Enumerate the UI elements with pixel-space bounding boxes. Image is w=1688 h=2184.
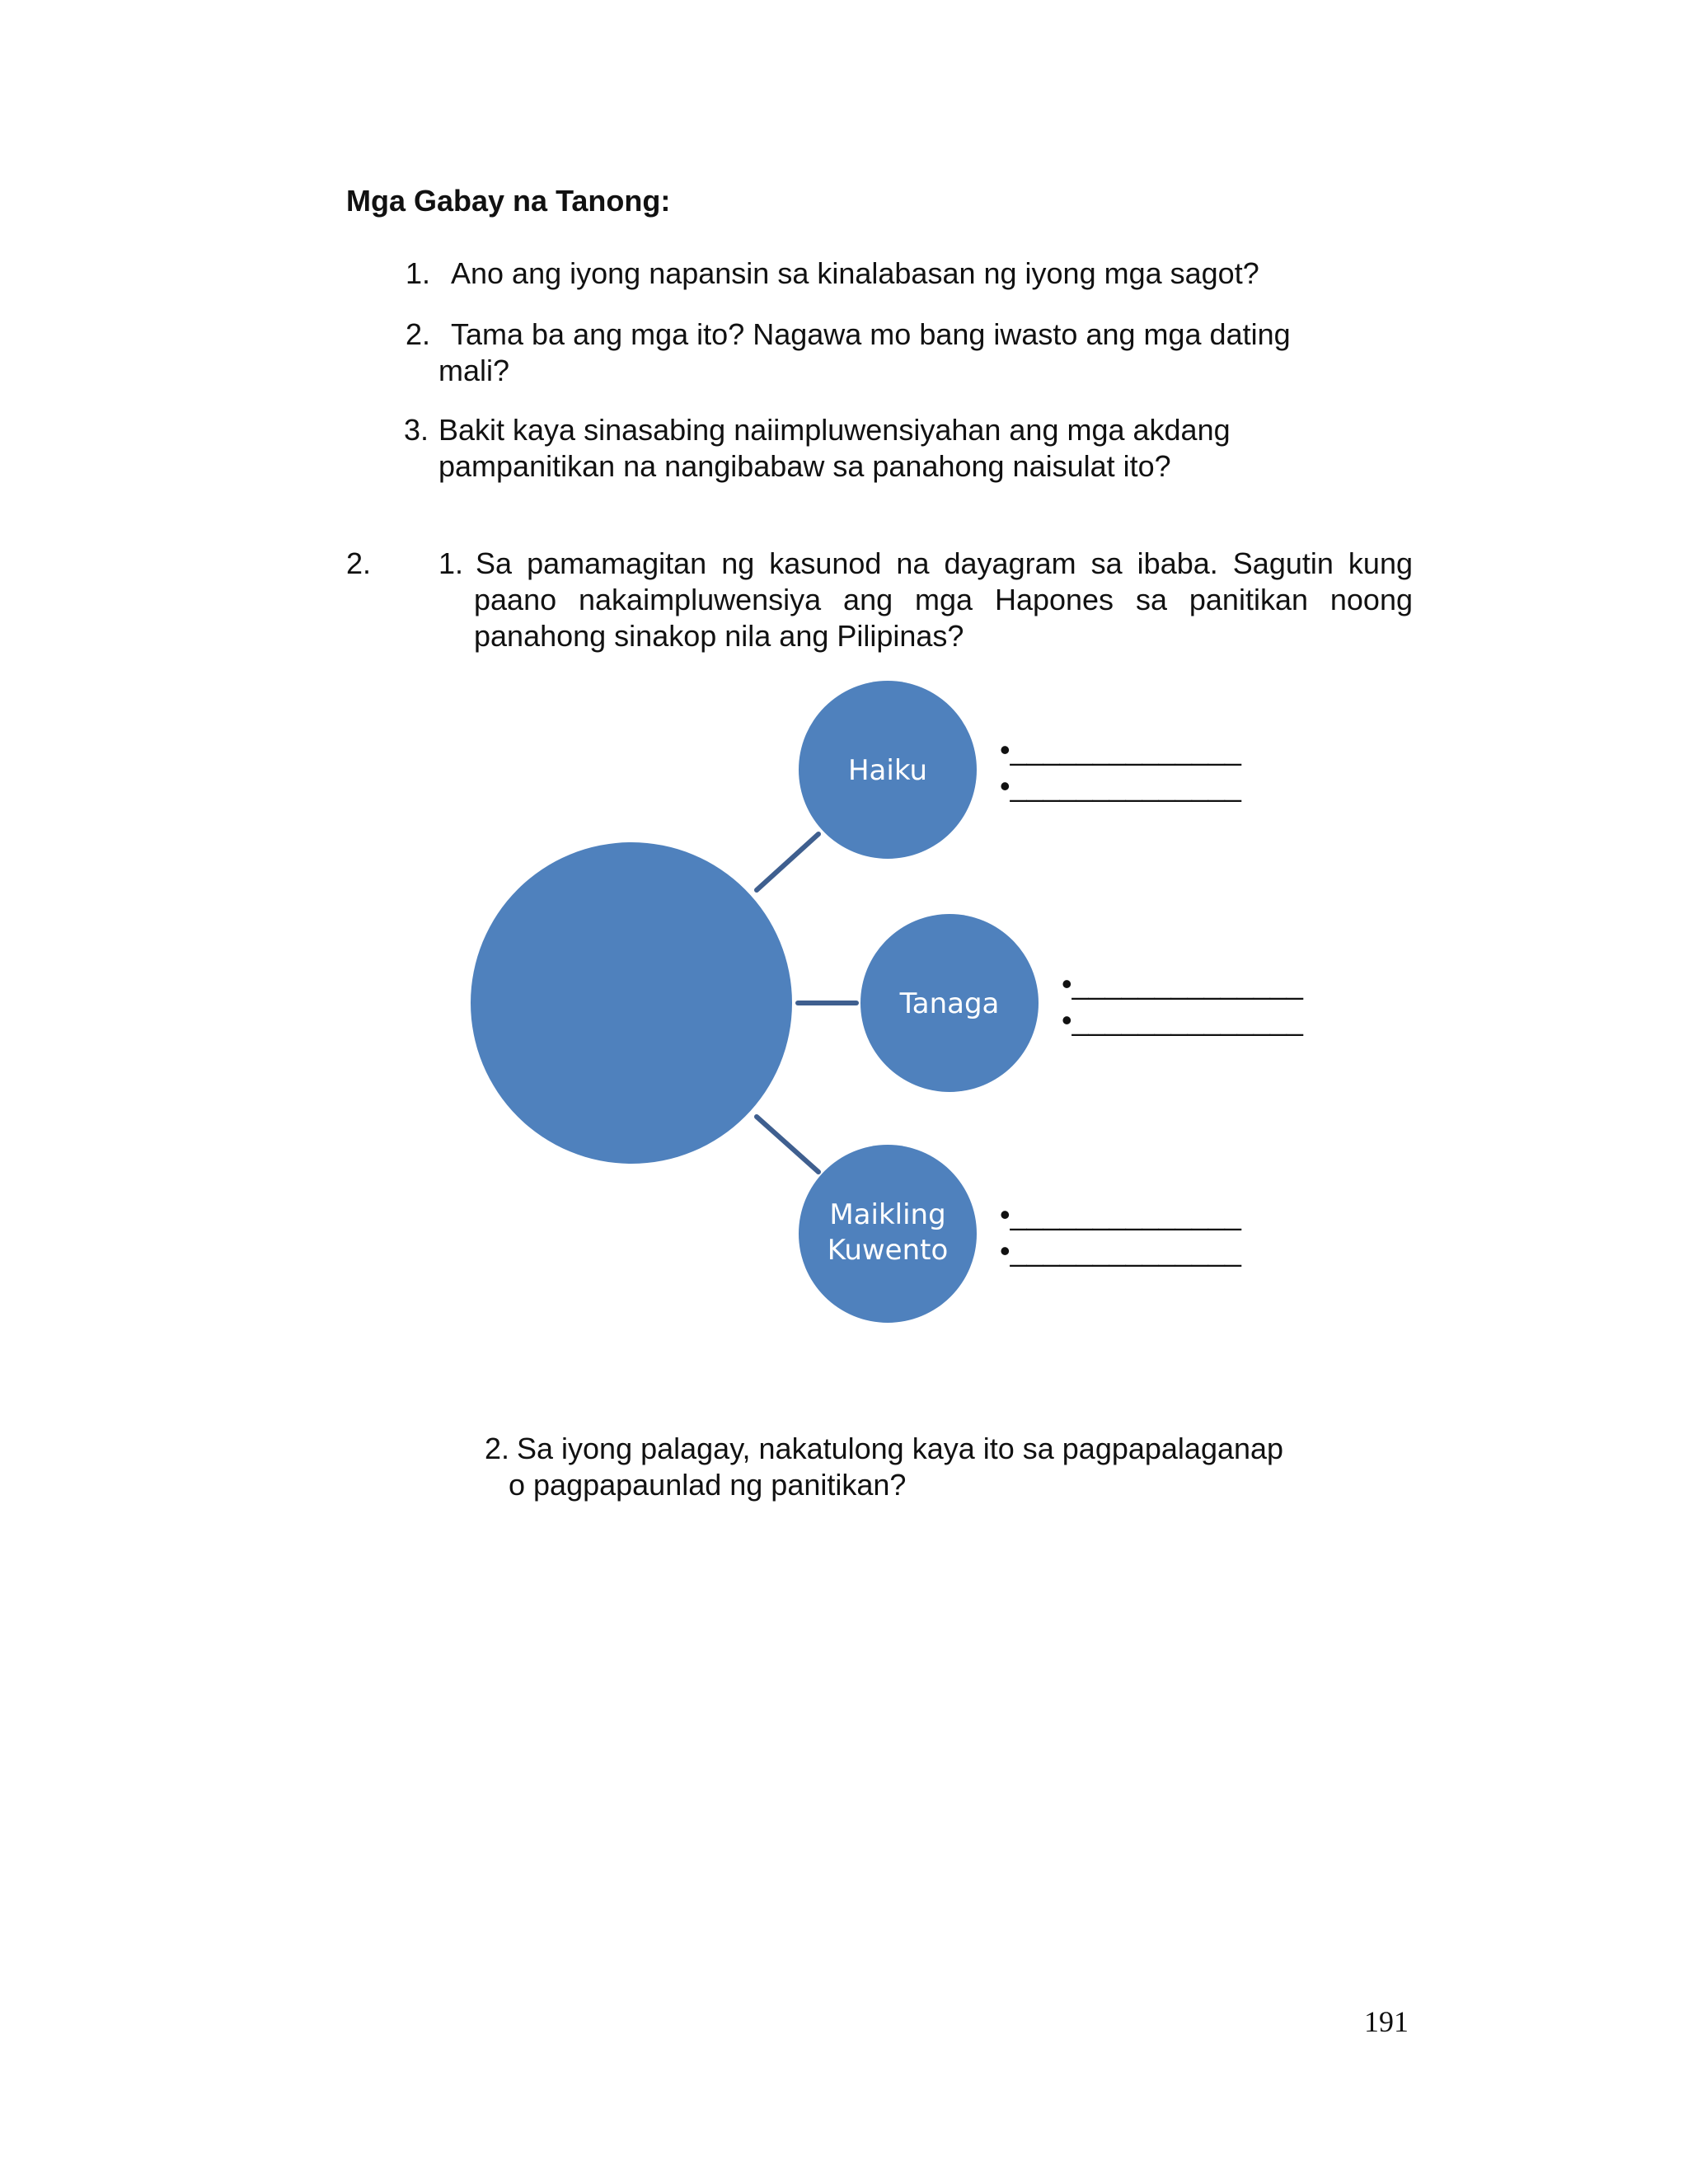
kuwento-label: Kuwento (827, 1234, 949, 1267)
section-2-q1-line-2: paano nakaimpluwensiya ang mga Hapones sa panitikan noong (474, 583, 1413, 616)
section-2-q2-line-1: Sa iyong palagay, nakatulong kaya ito sa pagpapalaganap (517, 1432, 1284, 1465)
section-2-number: 2. (346, 546, 372, 580)
section-2-q1-number: 1. (438, 546, 464, 580)
connector-haiku (757, 834, 818, 890)
guide-question-1-line-1: Ano ang iyong napansin sa kinalabasan ng iyong mga sagot? (451, 256, 1259, 290)
maikling-label: Maikling (829, 1198, 946, 1231)
tanaga-blank-2: •______________ (1062, 1003, 1303, 1037)
tanaga-blank-1: •______________ (1062, 967, 1303, 1001)
page-number: 191 (1364, 2005, 1409, 2038)
section-2-q1-line-1: Sa pamamagitan ng kasunod na dayagram sa ibaba. Sagutin kung (476, 546, 1413, 580)
center-circle (471, 842, 792, 1164)
guide-question-3-line-1: Bakit kaya sinasabing naiimpluwensiyahan ang mga akdang (438, 413, 1231, 447)
guide-question-2-number: 2. (406, 317, 431, 351)
haiku-label: Haiku (847, 754, 928, 787)
tanaga-label: Tanaga (899, 987, 1000, 1020)
guide-question-2-line-2: mali? (438, 354, 510, 387)
section-2-q2-number: 2. (485, 1432, 510, 1465)
guide-question-1-number: 1. (406, 256, 431, 290)
connector-maikling-kuwento (757, 1117, 818, 1172)
haiku-blank-1: •______________ (1000, 733, 1241, 766)
maikling-kuwento-blank-1: •______________ (1000, 1197, 1241, 1231)
guide-question-3-number: 3. (404, 413, 429, 447)
section-2-q1-line-3: panahong sinakop nila ang Pilipinas? (474, 619, 964, 653)
guide-question-3-line-2: pampanitikan na nangibabaw sa panahong naisulat ito? (438, 449, 1171, 483)
section-2-q2-line-2: o pagpapaunlad ng panitikan? (509, 1468, 907, 1502)
haiku-blank-2: •______________ (1000, 769, 1241, 803)
page-heading: Mga Gabay na Tanong: (346, 184, 671, 218)
maikling-kuwento-blank-2: •______________ (1000, 1234, 1241, 1268)
guide-question-2-line-1: Tama ba ang mga ito? Nagawa mo bang iwasto ang mga dating (451, 317, 1291, 351)
